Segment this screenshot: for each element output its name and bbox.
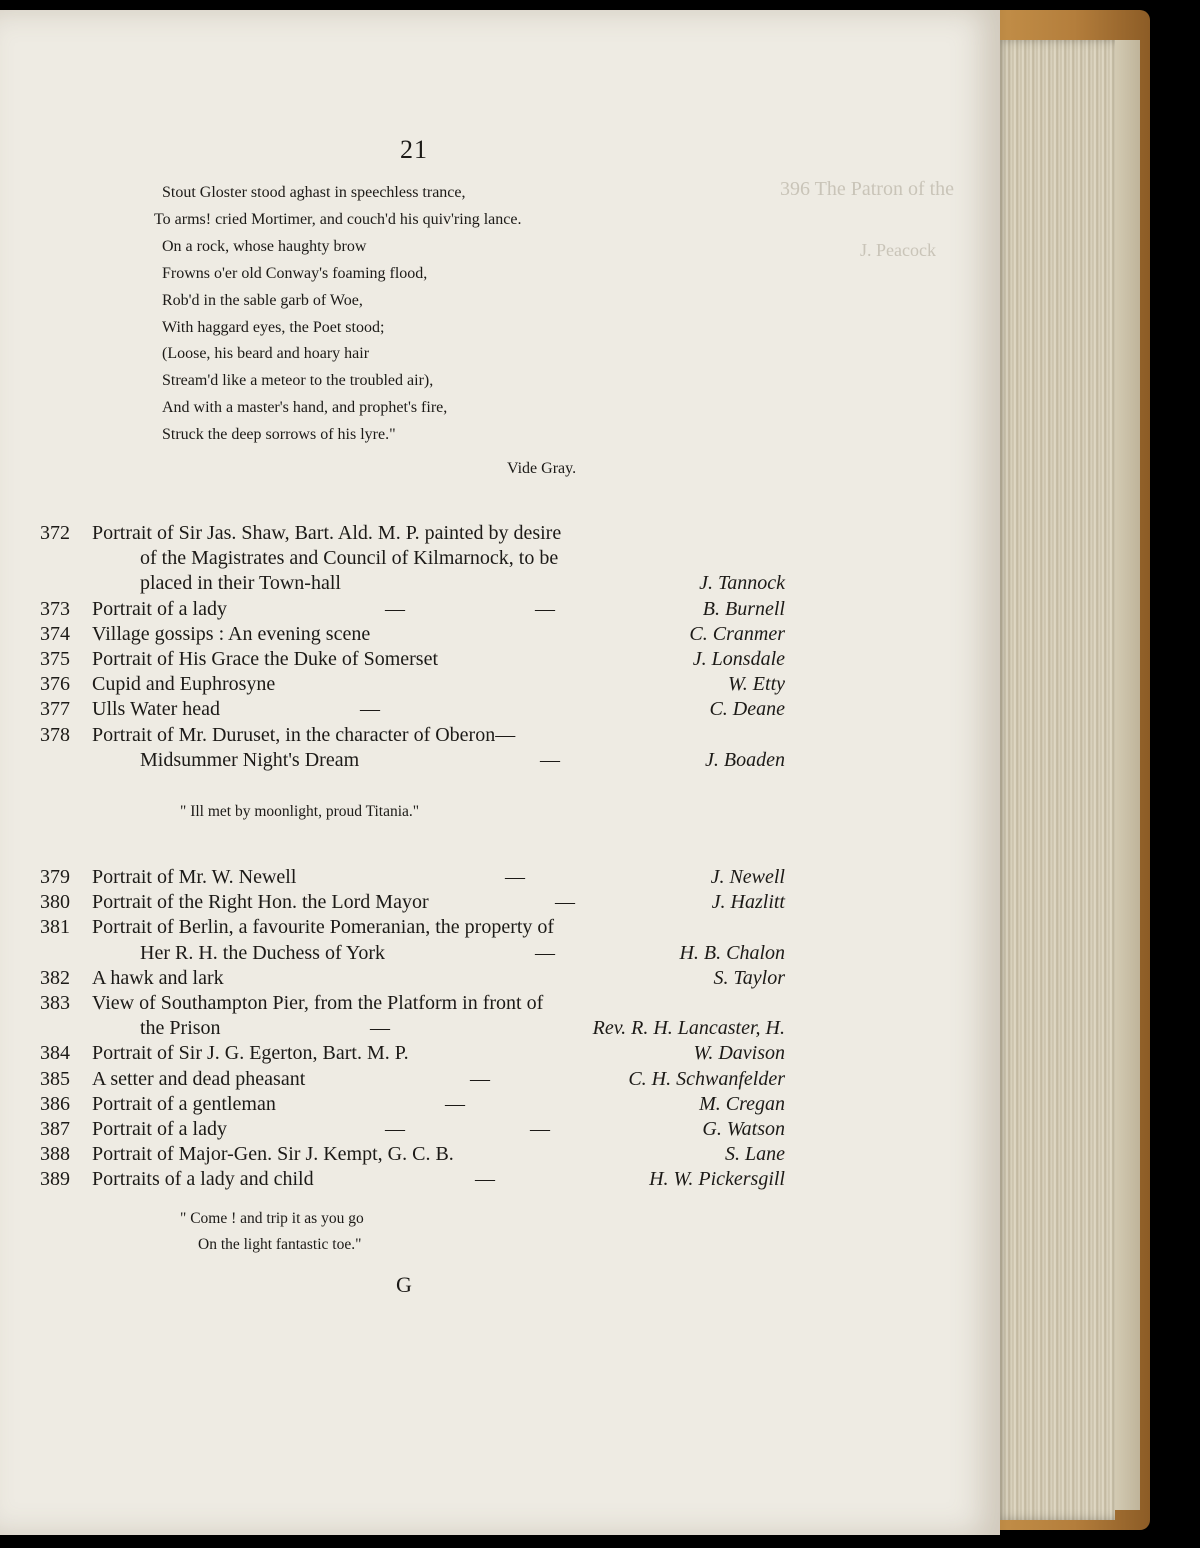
dash-leader: — xyxy=(530,1117,550,1140)
entry-line xyxy=(40,521,785,546)
artist-name: W. Etty xyxy=(727,673,785,696)
artist-name: H. W. Pickersgill xyxy=(649,1168,785,1191)
entry-number: 373 xyxy=(40,597,70,620)
catalogue-entry xyxy=(40,890,785,915)
artist-name: H. B. Chalon xyxy=(679,941,785,964)
show-through-text: J. Peacock xyxy=(860,240,936,260)
entry-number: 387 xyxy=(40,1117,70,1140)
entry-title: Portrait of Mr. W. Newell xyxy=(92,866,297,888)
poem-line: Frowns o'er old Conway's foaming flood, xyxy=(162,264,428,282)
entry-line xyxy=(40,1117,785,1142)
artist-name: G. Watson xyxy=(702,1117,785,1140)
entry-number: 382 xyxy=(40,966,70,989)
entry-title: Portrait of Berlin, a favourite Pomeranian, the property of xyxy=(92,916,555,939)
entry-line xyxy=(40,1142,785,1167)
entry-title: the Prison xyxy=(140,1017,221,1040)
entry-title: Portrait of Major-Gen. Sir J. Kempt, G. C. B. xyxy=(92,1143,454,1166)
artist-name: M. Cregan xyxy=(699,1092,785,1115)
entry-title: of the Magistrates and Council of Kilmarnock, to be xyxy=(140,547,559,570)
entry-number: 386 xyxy=(40,1092,70,1115)
poem-line: Rob'd in the sable garb of Woe, xyxy=(162,291,363,309)
page-number: 21 xyxy=(400,135,428,164)
entry-line xyxy=(40,723,785,748)
catalogue-entry xyxy=(40,1041,785,1066)
entry-title: Cupid and Euphrosyne xyxy=(92,673,276,696)
entry-title: A setter and dead pheasant xyxy=(92,1067,306,1090)
entry-title: Portrait of Sir Jas. Shaw, Bart. Ald. M. P. painted by desire xyxy=(92,522,562,544)
dash-leader: — xyxy=(535,941,555,964)
poem-line: With haggard eyes, the Poet stood; xyxy=(162,318,385,336)
artist-name: J. Boaden xyxy=(705,748,785,771)
entry-title: Portrait of a lady xyxy=(92,597,227,620)
entry-line xyxy=(40,1016,785,1041)
entry-line xyxy=(40,748,785,773)
dash-leader: — xyxy=(385,597,405,620)
artist-name: S. Lane xyxy=(725,1143,785,1166)
dash-leader: — xyxy=(370,1017,390,1040)
catalogue-entry xyxy=(40,622,785,647)
poem-line: Struck the deep sorrows of his lyre." xyxy=(162,426,396,444)
dash-leader: — xyxy=(470,1067,490,1090)
book-page xyxy=(0,10,1000,1535)
catalogue-entry xyxy=(40,521,785,597)
artist-name: C. H. Schwanfelder xyxy=(628,1067,785,1090)
entry-line xyxy=(40,1067,785,1092)
catalogue-entry xyxy=(40,865,785,890)
artist-name: Rev. R. H. Lancaster, H. xyxy=(592,1017,785,1040)
entry-title: Portrait of Sir J. G. Egerton, Bart. M. P. xyxy=(92,1042,409,1065)
artist-name: J. Newell xyxy=(710,866,785,888)
quotation-line: On the light fantastic toe." xyxy=(198,1236,362,1253)
catalogue-entry xyxy=(40,723,785,773)
dash-leader: — xyxy=(385,1117,405,1140)
artist-name: J. Hazlitt xyxy=(711,891,785,914)
entry-line xyxy=(40,941,785,966)
quotation-oberon: " Ill met by moonlight, proud Titania." xyxy=(180,803,420,820)
dash-leader: — xyxy=(535,597,555,620)
entry-title: Village gossips : An evening scene xyxy=(92,622,371,645)
catalogue-entry xyxy=(40,647,785,672)
entry-title: A hawk and lark xyxy=(92,966,224,989)
entry-number: 381 xyxy=(40,916,70,939)
entry-number: 380 xyxy=(40,891,70,914)
catalogue-entries xyxy=(40,521,785,773)
show-through-text: 396 The Patron of the xyxy=(780,178,955,200)
quotation-line: " Come ! and trip it as you go xyxy=(180,1210,364,1227)
catalogue-entry xyxy=(40,915,785,965)
dash-leader: — xyxy=(540,748,560,771)
dash-leader: — xyxy=(505,866,525,888)
entry-line xyxy=(40,991,785,1016)
poem-line: (Loose, his beard and hoary hair xyxy=(162,345,370,363)
catalogue-entry xyxy=(40,1092,785,1117)
entry-line xyxy=(40,546,785,571)
catalogue-entry xyxy=(40,1142,785,1167)
entry-line xyxy=(40,915,785,940)
entry-title: Portrait of a gentleman xyxy=(92,1092,276,1115)
entry-number: 375 xyxy=(40,647,70,670)
entry-title: Ulls Water head xyxy=(92,698,220,721)
poem-line: To arms! cried Mortimer, and couch'd his quiv'ring lance. xyxy=(154,210,522,228)
dash-leader: — xyxy=(555,891,575,914)
artist-name: B. Burnell xyxy=(702,597,785,620)
dash-leader: — xyxy=(445,1092,465,1115)
poem-quotation xyxy=(154,180,522,449)
poem-line: And with a master's hand, and prophet's fire, xyxy=(162,399,448,417)
entry-number: 383 xyxy=(40,991,70,1014)
entry-title: Portrait of the Right Hon. the Lord Mayor xyxy=(92,891,429,914)
entry-line xyxy=(40,865,785,890)
entry-number: 378 xyxy=(40,723,70,746)
entry-line xyxy=(40,647,785,672)
entry-line xyxy=(40,966,785,991)
poem-attribution: Vide Gray. xyxy=(507,460,577,477)
catalogue-entry xyxy=(40,991,785,1041)
poem-line: Stout Gloster stood aghast in speechless trance, xyxy=(162,184,466,201)
entry-line xyxy=(40,1167,785,1192)
entry-number: 379 xyxy=(40,866,70,888)
entry-number: 385 xyxy=(40,1067,70,1090)
catalogue-entry xyxy=(40,1067,785,1092)
entry-title: Portrait of Mr. Duruset, in the character of Oberon— xyxy=(92,723,516,746)
entry-line xyxy=(40,1092,785,1117)
entry-line xyxy=(40,672,785,697)
catalogue-entry xyxy=(40,1167,785,1192)
entry-title: Her R. H. the Duchess of York xyxy=(140,941,385,964)
entry-title: Portraits of a lady and child xyxy=(92,1168,314,1191)
page-edges xyxy=(995,40,1115,1520)
entry-number: 389 xyxy=(40,1168,70,1191)
entry-line xyxy=(40,890,785,915)
signature-mark: G xyxy=(396,1272,412,1297)
entry-number: 388 xyxy=(40,1143,70,1166)
catalogue-entry xyxy=(40,1117,785,1142)
dash-leader: — xyxy=(360,698,380,721)
entry-line xyxy=(40,597,785,622)
artist-name: J. Tannock xyxy=(699,572,785,595)
entry-number: 374 xyxy=(40,622,70,645)
artist-name: W. Davison xyxy=(693,1042,785,1065)
catalogue-entry xyxy=(40,697,785,722)
entry-title: Portrait of a lady xyxy=(92,1117,227,1140)
entry-line xyxy=(40,697,785,722)
catalogue-entries xyxy=(40,865,785,1192)
entry-line xyxy=(40,571,785,596)
artist-name: C. Deane xyxy=(709,698,785,721)
entry-line xyxy=(40,622,785,647)
entry-number: 377 xyxy=(40,698,70,721)
entry-line xyxy=(40,1041,785,1066)
poem-line: On a rock, whose haughty brow xyxy=(162,237,367,255)
entry-title: placed in their Town-hall xyxy=(140,572,341,595)
dash-leader: — xyxy=(475,1168,495,1191)
entry-title: Portrait of His Grace the Duke of Somerset xyxy=(92,647,439,670)
artist-name: C. Cranmer xyxy=(689,622,785,645)
artist-name: J. Lonsdale xyxy=(692,647,785,670)
catalogue-entry xyxy=(40,966,785,991)
entry-title: View of Southampton Pier, from the Platform in front of xyxy=(92,991,544,1014)
entry-number: 376 xyxy=(40,673,70,696)
poem-line: Stream'd like a meteor to the troubled air), xyxy=(162,372,434,390)
catalogue-entry xyxy=(40,597,785,622)
entry-title: Midsummer Night's Dream xyxy=(140,748,360,771)
entry-number: 384 xyxy=(40,1042,70,1065)
artist-name: S. Taylor xyxy=(713,966,785,989)
catalogue-entry xyxy=(40,672,785,697)
entry-number: 372 xyxy=(40,522,70,544)
